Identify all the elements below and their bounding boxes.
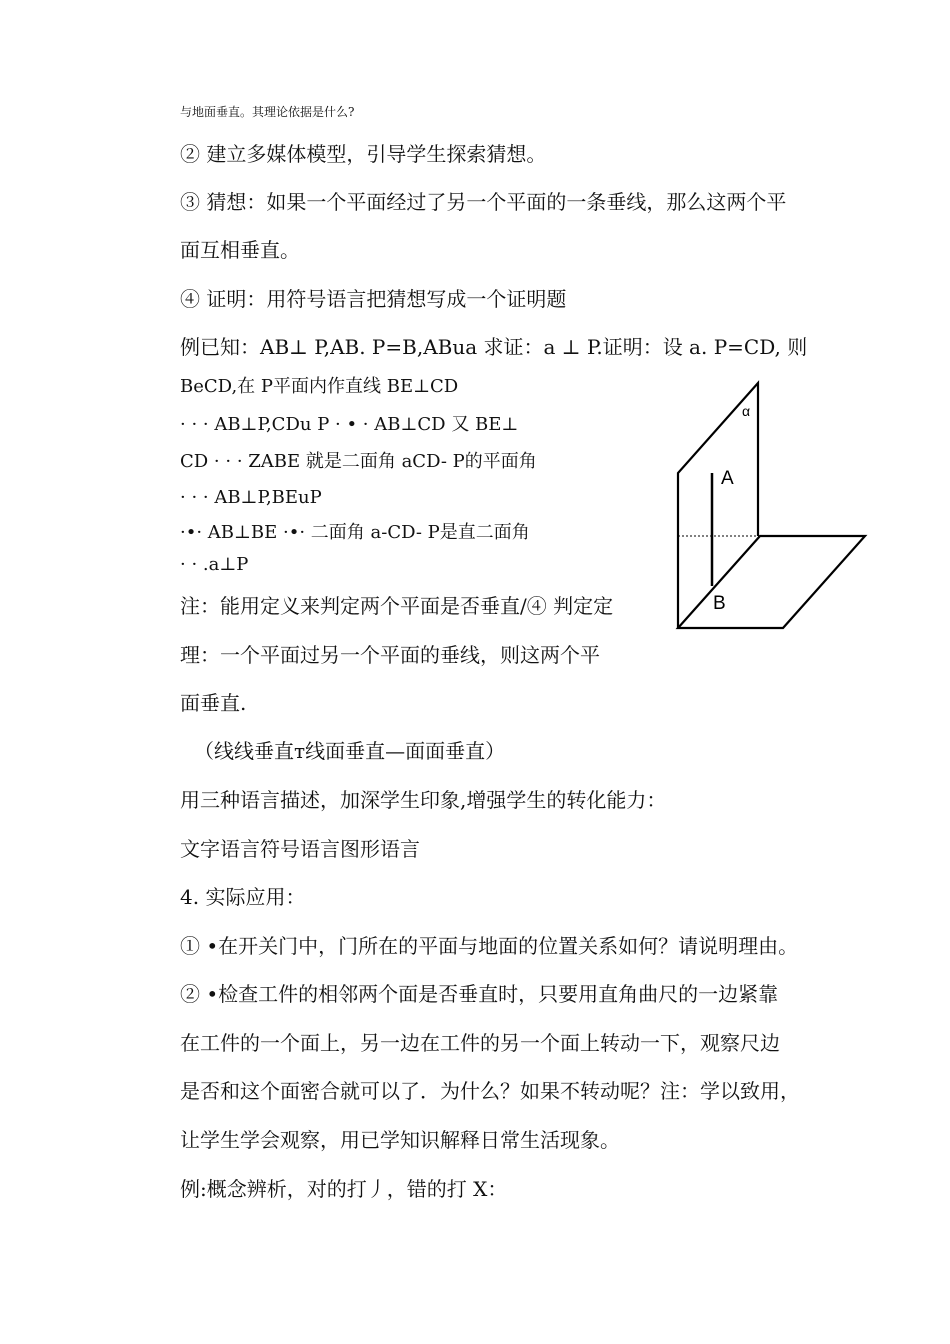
text-line-6: 例已知：AB⊥ P,AB. P=B,ABua 求证：a ⊥ P.证明：设 a. P=CD, 则	[180, 335, 808, 359]
text-line-9: CD · · · ZABE 就是二面角 aCD- P的平面角	[180, 451, 537, 472]
text-line-16: （线线垂直ᴛ线面垂直—面面垂直）	[194, 739, 506, 763]
text-line-13: 注：能用定义来判定两个平面是否垂直/④ 判定定	[180, 594, 614, 618]
text-line-19: 4. 实际应用：	[180, 885, 306, 909]
text-line-22: 在工件的一个面上，另一边在工件的另一个面上转动一下，观察尺边	[180, 1031, 780, 1055]
text-line-15: 面垂直.	[180, 691, 247, 715]
text-line-17: 用三种语言描述，加深学生印象,增强学生的转化能力：	[180, 788, 667, 812]
text-line-7: BeCD,在 P平面内作直线 BE⊥CD	[180, 376, 459, 397]
text-line-5: ④ 证明：用符号语言把猜想写成一个证明题	[180, 287, 567, 311]
dihedral-angle-figure	[670, 378, 875, 634]
text-line-23: 是否和这个面密合就可以了．为什么？如果不转动呢？注：学以致用，	[180, 1079, 800, 1103]
text-line-24: 让学生学会观察，用已学知识解释日常生活现象。	[180, 1128, 620, 1152]
vertical-plane-alpha	[678, 383, 758, 628]
text-line-12: · · .a⊥P	[180, 554, 249, 575]
text-line-4: 面互相垂直。	[180, 238, 300, 262]
text-line-2: ② 建立多媒体模型，引导学生探索猜想。	[180, 142, 547, 166]
text-line-10: · · · AB⊥P,BEuP	[180, 487, 322, 508]
text-line-3: ③ 猜想：如果一个平面经过了另一个平面的一条垂线，那么这两个平	[180, 190, 787, 214]
label-point-b: B	[713, 593, 726, 614]
text-line-14: 理：一个平面过另一个平面的垂线，则这两个平	[180, 643, 600, 667]
label-point-a: A	[721, 468, 734, 489]
text-line-21: ② •检查工件的相邻两个面是否垂直时，只要用直角曲尺的一边紧靠	[180, 982, 779, 1006]
text-line-8: · · · AB⊥P,CDu P · • · AB⊥CD 又 BE⊥	[180, 414, 519, 435]
text-line-18: 文字语言符号语言图形语言	[180, 837, 420, 861]
label-alpha: α	[742, 403, 751, 419]
text-line-25: 例:概念辨析，对的打丿，错的打 X：	[180, 1177, 508, 1201]
text-line-1: 与地面垂直。其理论依据是什么?	[180, 105, 355, 119]
text-line-20: ① •在开关门中，门所在的平面与地面的位置关系如何？请说明理由。	[180, 934, 799, 958]
text-line-11: ·•· AB⊥BE ·•· 二面角 a-CD- P是直二面角	[180, 522, 530, 543]
horizontal-plane	[678, 536, 865, 628]
